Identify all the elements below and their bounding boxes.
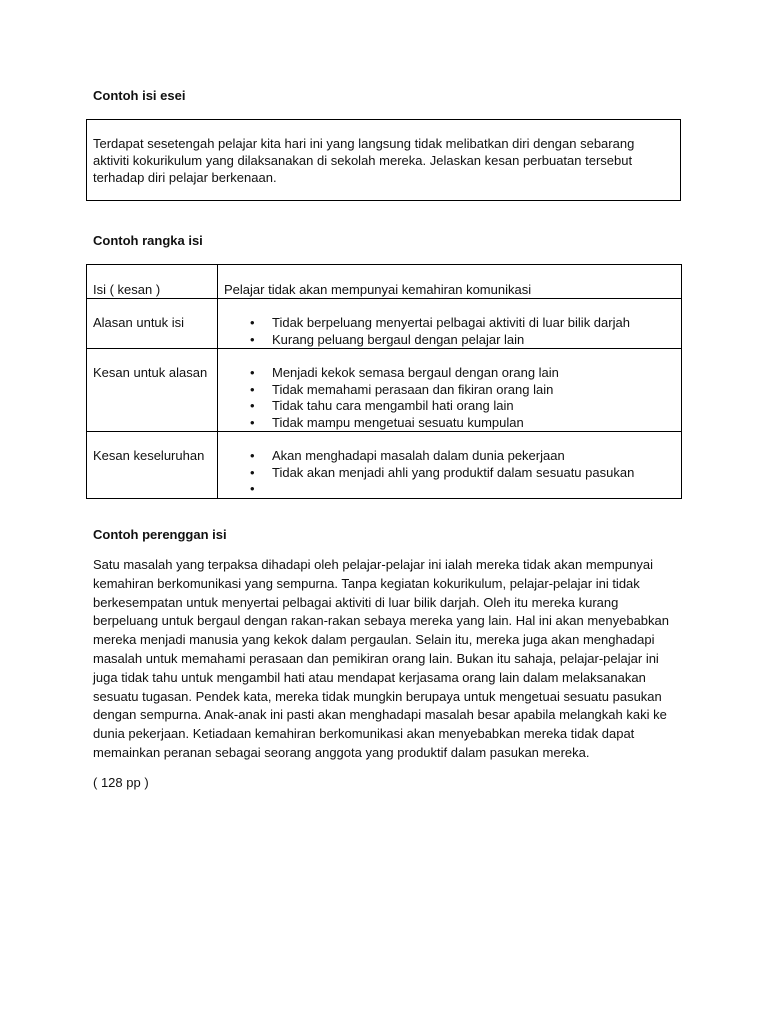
list-item: • Tidak memahami perasaan dan fikiran orang lain	[250, 381, 554, 397]
row-label: Alasan untuk isi	[93, 315, 185, 330]
row-content-cell	[218, 265, 682, 299]
bullet-icon: •	[250, 331, 255, 347]
table-row	[87, 265, 682, 299]
row-content-cell	[218, 299, 682, 349]
bullet-list	[224, 299, 681, 348]
example-paragraph: Satu masalah yang terpaksa dihadapi oleh pelajar-pelajar ini ialah mereka tidak akan mempunyai kemahiran berkomunikasi yang sempurna. Tanpa kegiatan kokurikulum, pelajar-pelajar ini tidak berkesempatan untuk menyertai pelbagai aktiviti di luar bilik darjah. Oleh itu mereka kurang berpeluang untuk bergaul dengan rakan-rakan sebaya mereka yang lain. Hal ini akan menyebabkan mereka menjadi manusia yang kekok dalam pergaulan. Selain itu, mereka juga akan menghadapi masalah untuk memahami perasaan dan pemikiran orang lain. Bukan itu sahaja, pelajar-pelajar ini juga tidak tahu untuk mengambil hati atau mendapat kerjasama orang lain dalam melaksanakan sesuatu tugasan. Pendek kata, mereka tidak mungkin berupaya untuk mengetuai sesuatu pasukan dengan sempurna. Anak-anak ini pasti akan menghadapi masalah besar apabila melangkah kaki ke dunia pekerjaan. Ketiadaan kemahiran berkomunikasi akan menyebabkan mereka tidak dapat memainkan peranan sebagai seorang anggota yang produktif dalam pasukan mereka.	[93, 557, 669, 760]
bullet-icon: •	[250, 464, 255, 480]
bullet-icon: •	[250, 381, 255, 397]
row-content-cell	[218, 432, 682, 499]
row-label-cell	[87, 299, 218, 349]
bullet-icon: •	[250, 315, 255, 330]
bullet-list	[224, 349, 681, 431]
row-label-cell	[87, 265, 218, 299]
bullet-list	[224, 432, 681, 498]
list-item: • Tidak berpeluang menyertai pelbagai aktiviti di luar bilik darjah	[250, 315, 630, 330]
list-item	[224, 481, 681, 498]
table-row	[87, 432, 682, 499]
bullet-icon: •	[250, 398, 255, 413]
row-content-cell	[218, 349, 682, 432]
row-label: Kesan untuk alasan	[93, 365, 208, 380]
bullet-icon: •	[250, 481, 255, 496]
heading-contoh-perenggan-isi: Contoh perenggan isi	[93, 527, 227, 542]
list-item: • Tidak mampu mengetuai sesuatu kumpulan	[250, 414, 524, 430]
outline-table	[86, 264, 682, 499]
essay-question-text: Terdapat sesetengah pelajar kita hari ini yang langsung tidak melibatkan diri dengan sebarang aktiviti kokurikulum yang dilaksanakan di sekolah mereka. Jelaskan kesan perbuatan tersebut terhadap diri pelajar berkenaan.	[93, 136, 635, 185]
bullet-icon: •	[250, 365, 255, 380]
list-item: • Tidak akan menjadi ahli yang produktif dalam sesuatu pasukan	[250, 464, 635, 480]
word-count: ( 128 pp )	[93, 775, 149, 790]
list-item: • Tidak tahu cara mengambil hati orang lain	[250, 398, 514, 413]
essay-question-box	[86, 119, 681, 201]
row-label-cell	[87, 349, 218, 432]
isi-text: Pelajar tidak akan mempunyai kemahiran komunikasi	[224, 282, 532, 297]
table-row	[87, 349, 682, 432]
row-label-cell	[87, 432, 218, 499]
row-label: Isi ( kesan )	[93, 282, 161, 297]
heading-contoh-rangka-isi: Contoh rangka isi	[93, 233, 203, 248]
table-row	[87, 299, 682, 349]
list-item: • Kurang peluang bergaul dengan pelajar lain	[250, 331, 525, 347]
list-item: • Menjadi kekok semasa bergaul dengan orang lain	[250, 365, 559, 380]
heading-contoh-isi-esei: Contoh isi esei	[93, 88, 186, 103]
bullet-icon: •	[250, 448, 255, 463]
bullet-icon: •	[250, 414, 255, 430]
row-label: Kesan keseluruhan	[93, 448, 205, 463]
list-item: • Akan menghadapi masalah dalam dunia pekerjaan	[250, 448, 565, 463]
